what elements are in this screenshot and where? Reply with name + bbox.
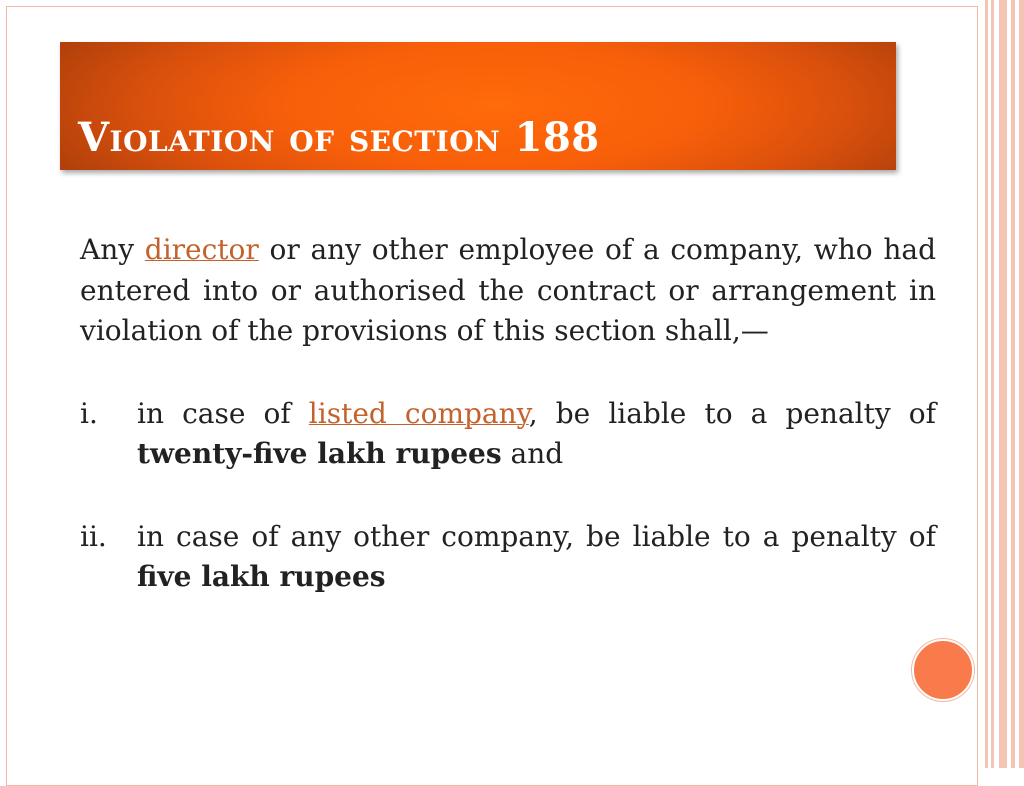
list-item [80,394,936,475]
director-link[interactable]: director [144,233,259,266]
slide-title: Violation of section 188 [78,114,600,161]
decorative-circle [912,639,974,701]
side-stripe-4 [1011,0,1015,768]
item-penalty-amount: twenty-five lakh rupees [137,437,502,470]
item-text-after: and [501,437,564,470]
intro-text-before: Any [80,233,145,266]
side-stripe-3 [999,0,1007,768]
item-text-before: in case of any other company, be liable to a penalty of [137,519,936,553]
listed-company-link[interactable]: listed company [308,396,529,430]
list-item [80,517,936,598]
intro-paragraph [80,230,936,352]
item-text-middle: , be liable to a penalty of [528,396,936,430]
side-stripe-5 [1019,0,1024,768]
penalty-list [80,394,936,598]
title-banner [60,42,896,170]
side-stripe-1 [985,0,988,768]
item-text-before: in case of [137,396,309,430]
intro-text-after: or any other employee of a company, who had entered into or authorised the contract or arrangement in violation of the provisions of this section shall,— [80,233,936,347]
slide-content [80,230,936,598]
item-penalty-amount: five lakh rupees [137,560,386,593]
list-marker: i. [80,396,98,430]
list-marker: ii. [80,519,107,553]
side-stripe-2 [991,0,994,768]
